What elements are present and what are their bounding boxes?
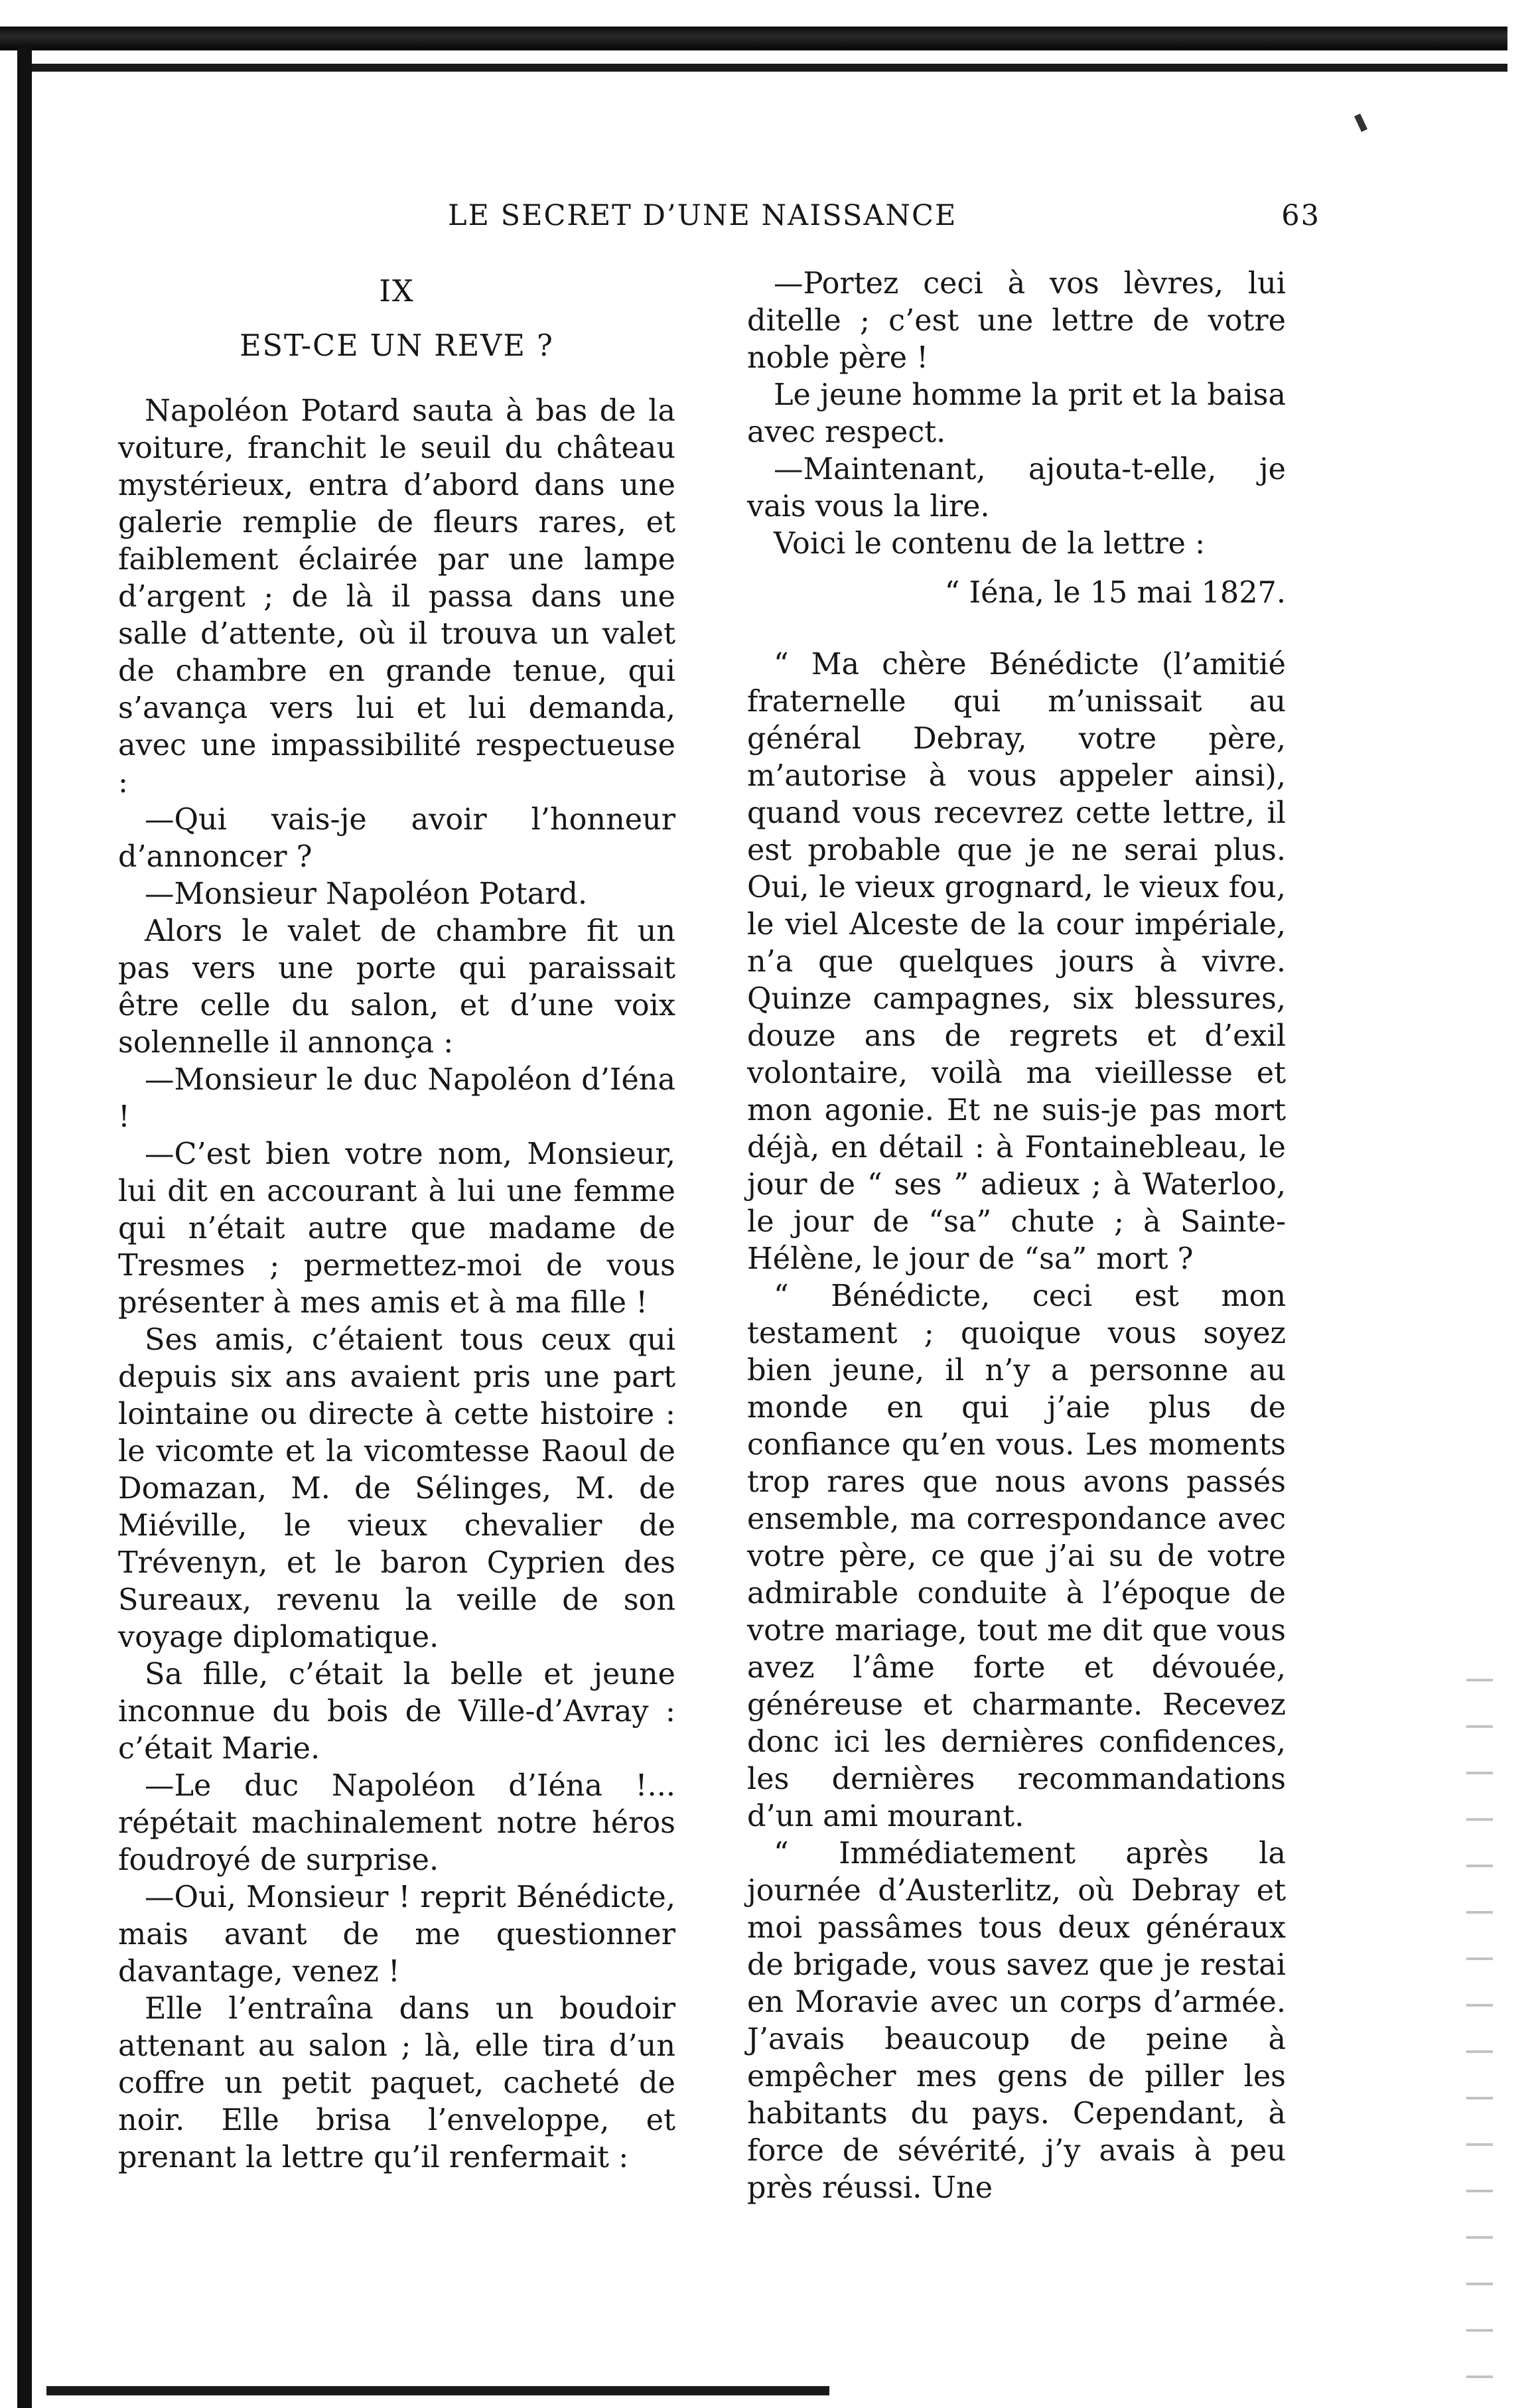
running-head-title: LE SECRET D’UNE NAISSANCE [448,199,957,232]
left-border-rule [17,46,32,2408]
paragraph: Napoléon Potard sauta à bas de la voiture, franchit le seuil du château mystérieux, entra d’abord dans une galerie remplie de fleurs rares, et faiblement éclairée par une lampe d’argent ; de là il passa dans une salle d’attente, où il trouva un valet de chambre en grande tenue, qui s’avança vers lui et lui demanda, avec une impassibilité respectueuse : [118,394,675,800]
paragraph: —Monsieur Napoléon Potard. [145,877,588,911]
paragraph: —Oui, Monsieur ! reprit Bénédicte, mais avant de me questionner davantage, venez ! [118,1880,675,1989]
top-border-rule [0,27,1507,50]
bottom-border-rule [46,2386,829,2395]
letter-paragraph: “ Ma chère Bénédicte (l’amitié fraternelle qui m’unissait au général Debray, votre père, m’autorise à vous appeler ainsi), quand vous recevrez cette lettre, il est probable que je ne serai plus. Oui, le vieux grognard, le vieux fou, le viel Alceste de la cour impériale, n’a que quelques jours à vivre. Quinze campagnes, six blessures, douze ans de regrets et d’exil volontaire, voilà ma vieillesse et mon agonie. Et ne suis-je pas mort déjà, en détail : à Fontainebleau, le jour de “ ses ” adieux ; à Waterloo, le jour de “sa” chute ; à Sainte-Hélène, le jour de “sa” mort ? [747,648,1286,1276]
top-border-thin-rule [20,64,1507,72]
paragraph: Sa fille, c’était la belle et jeune inconnue du bois de Ville-d’Avray : c’était Marie. [118,1658,675,1766]
chapter-title: EST-CE UN REVE ? [240,329,554,363]
paragraph: Voici le contenu de la lettre : [774,527,1206,561]
scan-speck-mark [1354,113,1367,132]
paragraph: —Le duc Napoléon d’Iéna !... répétait machinalement notre héros foudroyé de surprise. [118,1769,675,1877]
scan-margin-marks [1466,1659,1493,2389]
letter-dateline: “ Iéna, le 15 mai 1827. [944,576,1286,610]
letter-paragraph: “ Immédiatement après la journée d’Austerlitz, où Debray et moi passâmes tous deux généraux de brigade, vous savez que je restai en Moravie avec un corps d’armée. J’avais beaucoup de peine à empêcher mes gens de piller les habitants du pays. Cependant, à force de sévérité, j’y avais à peu près réussi. Une [747,1837,1286,2205]
running-head [106,189,1320,242]
paragraph: —Portez ceci à vos lèvres, lui ditelle ; c’est une lettre de votre noble père ! [747,267,1286,375]
paragraph: Alors le valet de chambre fit un pas vers une porte qui paraissait être celle du salon, et d’une voix solennelle il annonça : [118,914,675,1060]
paragraph: —C’est bien votre nom, Monsieur, lui dit en accourant à lui une femme qui n’était autre que madame de Tresmes ; permettez-moi de vous présenter à mes amis et à ma fille ! [118,1137,675,1320]
letter-paragraph: “ Bénédicte, ceci est mon testament ; quoique vous soyez bien jeune, il n’y a personne au monde en qui j’aie plus de confiance qu’en vous. Les moments trop rares que nous avons passés ensemble, ma correspondance avec votre père, ce que j’ai su de votre admirable conduite à l’époque de votre mariage, tout me dit que vous avez l’âme forte et dévouée, généreuse et charmante. Recevez donc ici les dernières confidences, les dernières recommandations d’un ami mourant. [747,1279,1286,1833]
paragraph: —Qui vais-je avoir l’honneur d’annoncer ? [118,803,675,874]
paragraph: Le jeune homme la prit et la baisa avec respect. [747,378,1286,449]
right-column [747,265,1286,2207]
left-column [118,265,675,2176]
paragraph: Ses amis, c’étaient tous ceux qui depuis six ans avaient pris une part lointaine ou directe à cette histoire : le vicomte et la vicomtesse Raoul de Domazan, M. de Sélinges, M. de Miéville, le vieux chevalier de Trévenyn, et le baron Cyprien des Sureaux, revenu la veille de son voyage diplomatique. [118,1323,675,1654]
paragraph: —Monsieur le duc Napoléon d’Iéna ! [118,1063,675,1134]
chapter-number: IX [379,275,415,309]
paragraph: Elle l’entraîna dans un boudoir attenant au salon ; là, elle tira d’un coffre un petit paquet, cacheté de noir. Elle brisa l’enveloppe, et prenant la lettre qu’il renfermait : [118,1992,675,2174]
paragraph: —Maintenant, ajouta-t-elle, je vais vous la lire. [747,453,1286,524]
page-number: 63 [1281,199,1320,232]
